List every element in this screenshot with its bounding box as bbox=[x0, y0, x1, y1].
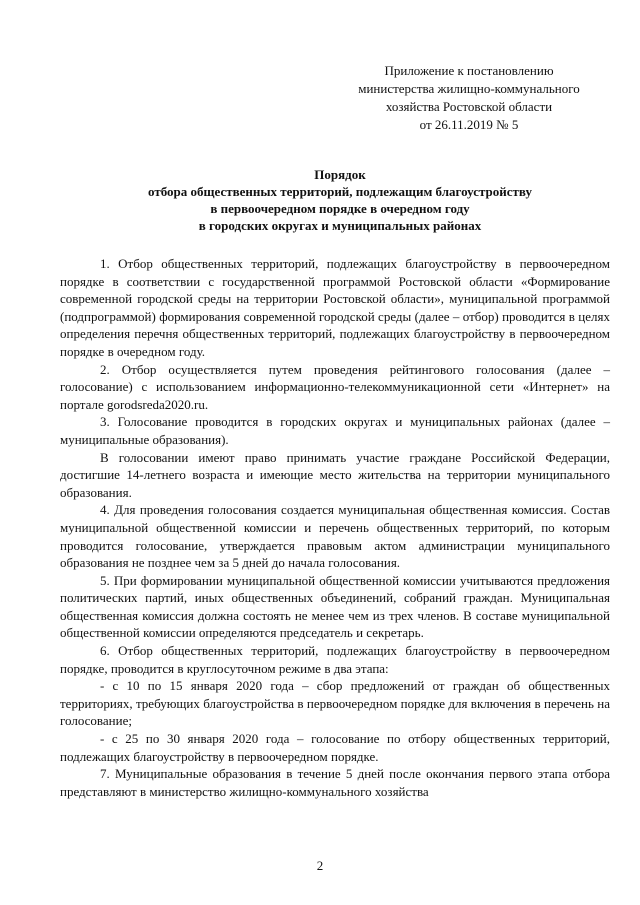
title-line: отбора общественных территорий, подлежащим благоустройству bbox=[148, 184, 532, 199]
paragraph-item-1: 1. Отбор общественных территорий, подлежащих благоустройству в первоочередном порядке в соответствии с государственной программой Ростовской области «Формирование современной городской среды на территории Ростовской области», муниципальной программой (подпрограммой) формирования современной городской среды (далее – отбор) проводится в целях определения перечня общественных территорий, подлежащих благоустройству в первоочередном порядке в очередном году. bbox=[60, 256, 610, 359]
title-line: в городских округах и муниципальных районах bbox=[198, 218, 482, 233]
title-line: в первоочередном порядке в очередном году bbox=[210, 201, 470, 216]
appendix-line: хозяйства Ростовской области bbox=[385, 99, 553, 114]
paragraph-item-6: 6. Отбор общественных территорий, подлежащих благоустройству в первоочередном порядке, проводится в круглосуточном режиме в два этапа: bbox=[60, 643, 610, 676]
paragraph-stage-2: - с 25 по 30 января 2020 года – голосование по отбору общественных территорий, подлежащих благоустройству в первоочередном порядке. bbox=[60, 731, 610, 764]
appendix-header bbox=[330, 62, 608, 134]
document-title bbox=[60, 166, 620, 234]
paragraph-item-7: 7. Муниципальные образования в течение 5 дней после окончания первого этапа отбора представляют в министерство жилищно-коммунального хозяйства bbox=[60, 766, 610, 799]
paragraph-item-3: 3. Голосование проводится в городских округах и муниципальных районах (далее – муниципальные образования). bbox=[60, 414, 610, 447]
paragraph-item-2: 2. Отбор осуществляется путем проведения рейтингового голосования (далее – голосование) с использованием информационно-телекоммуникационной сети «Интернет» на портале gorodsreda2020.ru. bbox=[60, 361, 610, 412]
paragraph-item-5: 5. При формировании муниципальной общественной комиссии учитываются предложения политических партий, иных общественных объединений, собраний граждан. Муниципальная общественная комиссия должна состоять не менее чем из трех членов. В составе муниципальной общественной комиссии определяются председатель и секретарь. bbox=[60, 572, 610, 641]
document-body bbox=[60, 255, 610, 800]
appendix-line: министерства жилищно-коммунального bbox=[358, 81, 580, 96]
appendix-line: от 26.11.2019 № 5 bbox=[419, 117, 519, 132]
title-line: Порядок bbox=[314, 167, 366, 182]
paragraph-stage-1: - с 10 по 15 января 2020 года – сбор предложений от граждан об общественных территориях, требующих благоустройства в первоочередном порядке для включения в перечень на голосование; bbox=[60, 678, 610, 729]
page-number: 2 bbox=[316, 858, 324, 873]
paragraph-item-4: 4. Для проведения голосования создается муниципальная общественная комиссия. Состав муниципальной общественной комиссии и перечень общественных территорий, по которым проводится голосование, утверждается правовым актом администрации муниципального образования не позднее чем за 5 дней до начала голосования. bbox=[60, 502, 610, 571]
paragraph-voters: В голосовании имеют право принимать участие граждане Российской Федерации, достигшие 14-летнего возраста и имеющие место жительства на территории муниципального образования. bbox=[60, 449, 610, 500]
appendix-line: Приложение к постановлению bbox=[384, 63, 554, 78]
